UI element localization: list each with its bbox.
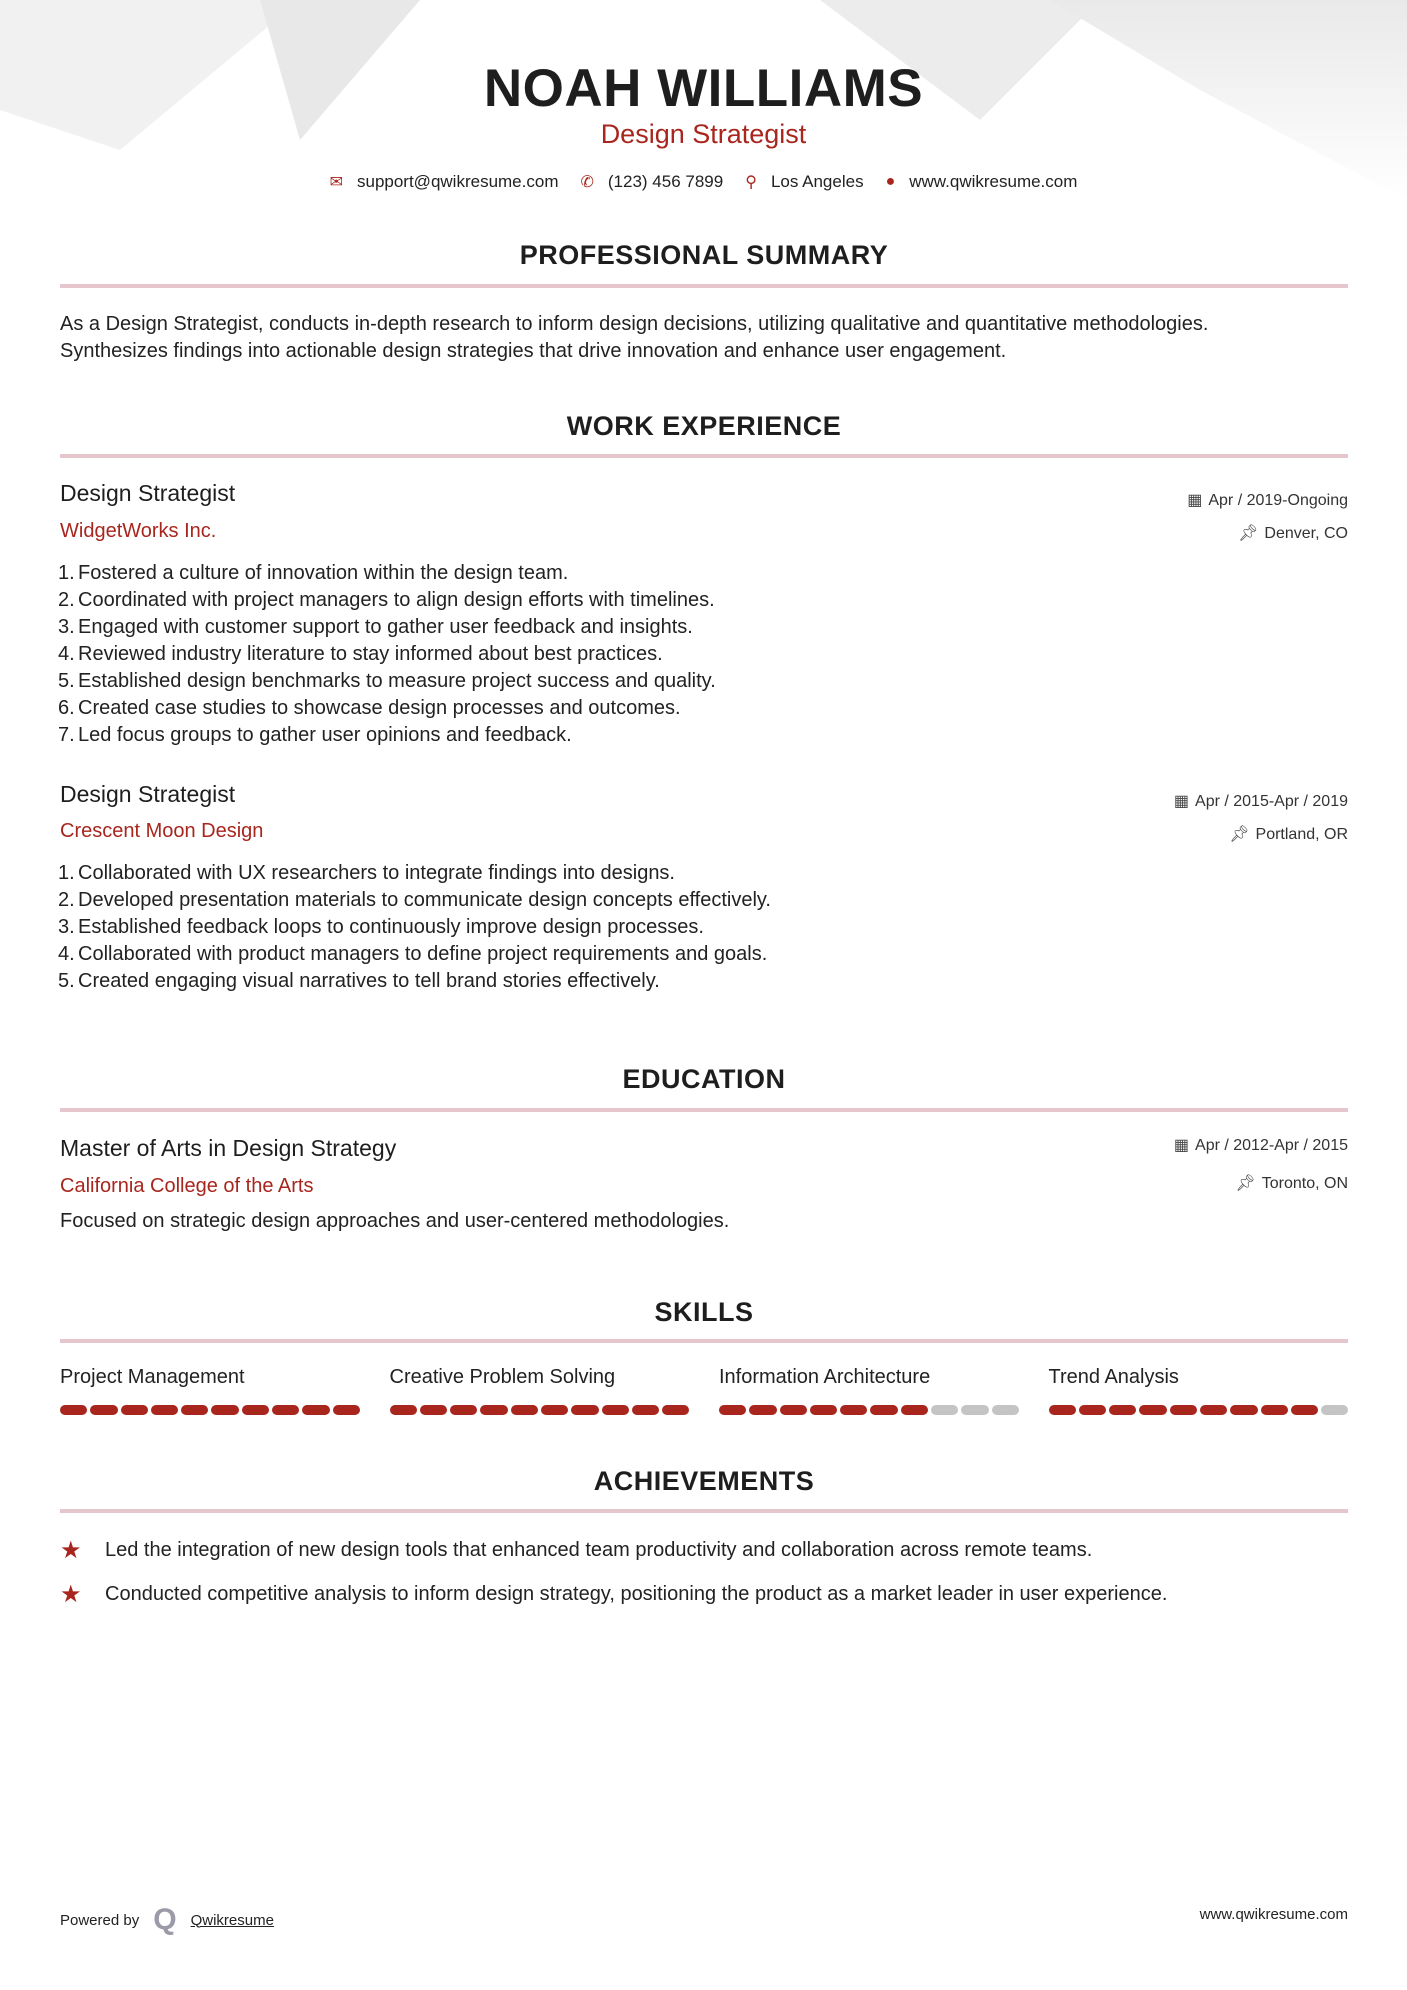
skill-level-segment <box>1139 1405 1166 1415</box>
experience-heading: WORK EXPERIENCE <box>566 411 842 441</box>
duty-item: 2. Developed presentation materials to communicate design concepts effectively. <box>58 889 771 911</box>
star-icon: ★ <box>60 1581 82 1608</box>
skill-level-bar <box>1049 1405 1349 1415</box>
skill-level-segment <box>1170 1405 1197 1415</box>
skill-level-bar <box>390 1405 690 1415</box>
calendar-icon: ▦ <box>1187 492 1203 509</box>
skill-item <box>1049 1366 1349 1415</box>
skill-level-segment <box>60 1405 87 1415</box>
skill-name: Information Architecture <box>719 1366 931 1388</box>
globe-icon: ● <box>885 173 896 190</box>
job-dates: ▦ Apr / 2015-Apr / 2019 <box>1173 793 1348 810</box>
duty-item: 6. Created case studies to showcase design processes and outcomes. <box>58 697 681 719</box>
school: California College of the Arts <box>60 1175 314 1197</box>
skill-name: Trend Analysis <box>1048 1366 1179 1388</box>
achievement-item: ★ Conducted competitive analysis to inform design strategy, positioning the product as a market leader in user experience. <box>60 1581 1168 1608</box>
skill-level-segment <box>602 1405 629 1415</box>
duty-item: 7. Led focus groups to gather user opinions and feedback. <box>58 724 572 746</box>
divider <box>60 1339 1348 1343</box>
candidate-name: NOAH WILLIAMS <box>483 59 924 118</box>
skill-level-segment <box>749 1405 776 1415</box>
skill-item <box>719 1366 1019 1415</box>
skill-level-segment <box>450 1405 477 1415</box>
skill-level-segment <box>1109 1405 1136 1415</box>
job-duties <box>58 560 716 749</box>
skill-level-segment <box>810 1405 837 1415</box>
skill-level-segment <box>151 1405 178 1415</box>
skill-level-segment <box>870 1405 897 1415</box>
star-icon: ★ <box>60 1537 82 1564</box>
skill-level-segment <box>333 1405 360 1415</box>
skill-level-segment <box>211 1405 238 1415</box>
job-title: Design Strategist <box>60 480 236 506</box>
skill-level-segment <box>662 1405 689 1415</box>
education-description: Focused on strategic design approaches and user-centered methodologies. <box>60 1210 730 1232</box>
phone: (123) 456 7899 <box>607 172 724 191</box>
skill-level-segment <box>90 1405 117 1415</box>
job-dates: ▦ Apr / 2019-Ongoing <box>1187 492 1348 509</box>
divider <box>60 454 1348 458</box>
skill-level-segment <box>1291 1405 1318 1415</box>
achievement-item: ★ Led the integration of new design tools that enhanced team productivity and collaboration across remote teams. <box>60 1537 1093 1564</box>
brand-link[interactable]: Qwikresume <box>190 1911 274 1929</box>
divider <box>60 1108 1348 1112</box>
contact-info <box>0 172 1407 192</box>
skill-level-segment <box>901 1405 928 1415</box>
skill-level-segment <box>420 1405 447 1415</box>
skill-level-bar <box>60 1405 360 1415</box>
skill-level-segment <box>1321 1405 1348 1415</box>
job-company: Crescent Moon Design <box>60 820 264 842</box>
envelope-icon: ✉ <box>329 174 343 191</box>
skill-level-segment <box>1261 1405 1288 1415</box>
duty-item: 4. Collaborated with product managers to define project requirements and goals. <box>58 943 768 965</box>
summary-text <box>60 311 1208 365</box>
duty-item: 2. Coordinated with project managers to align design efforts with timelines. <box>58 589 715 611</box>
skill-level-segment <box>1079 1405 1106 1415</box>
skill-level-bar <box>719 1405 1019 1415</box>
skill-level-segment <box>931 1405 958 1415</box>
summary-line: As a Design Strategist, conducts in-depth research to inform design decisions, utilizing qualitative and quantitative methodologies. <box>60 313 1209 335</box>
skill-item <box>60 1366 360 1415</box>
skill-level-segment <box>961 1405 988 1415</box>
qwikresume-logo-icon: Q <box>153 1903 177 1936</box>
skill-level-segment <box>511 1405 538 1415</box>
duty-item: 4. Reviewed industry literature to stay informed about best practices. <box>58 643 663 665</box>
education-location: 📌︎ Toronto, ON <box>1235 1175 1348 1192</box>
education-dates: ▦ Apr / 2012-Apr / 2015 <box>1173 1137 1348 1154</box>
duty-item: 5. Established design benchmarks to measure project success and quality. <box>58 670 716 692</box>
duty-item: 5. Created engaging visual narratives to tell brand stories effectively. <box>58 970 660 992</box>
skill-level-segment <box>480 1405 507 1415</box>
skill-level-segment <box>719 1405 746 1415</box>
calendar-icon: ▦ <box>1173 1137 1190 1154</box>
skills-heading: SKILLS <box>654 1297 754 1327</box>
divider <box>60 1509 1348 1513</box>
summary-heading: PROFESSIONAL SUMMARY <box>519 240 889 270</box>
education-heading: EDUCATION <box>622 1064 786 1094</box>
job-location: 📌︎ Portland, OR <box>1229 826 1348 843</box>
skill-name: Project Management <box>60 1366 245 1388</box>
duty-item: 1. Collaborated with UX researchers to integrate findings into designs. <box>58 862 675 884</box>
calendar-icon: ▦ <box>1173 793 1190 810</box>
email[interactable]: support@qwikresume.com <box>356 172 559 191</box>
divider <box>60 284 1348 288</box>
duty-item: 3. Established feedback loops to continuously improve design processes. <box>58 916 704 938</box>
skill-level-segment <box>840 1405 867 1415</box>
footer-powered-by: Powered by Q Qwikresume <box>60 1903 274 1936</box>
skill-item <box>390 1366 690 1415</box>
location: Los Angeles <box>770 172 864 191</box>
phone-icon: ✆ <box>580 174 594 191</box>
skill-level-segment <box>242 1405 269 1415</box>
job-location: 📌︎ Denver, CO <box>1238 525 1348 542</box>
skill-level-segment <box>632 1405 659 1415</box>
skill-level-segment <box>181 1405 208 1415</box>
summary-line: Synthesizes findings into actionable design strategies that drive innovation and enhance user engagement. <box>60 340 1007 362</box>
achievements-heading: ACHIEVEMENTS <box>593 1466 815 1496</box>
skill-level-segment <box>571 1405 598 1415</box>
website[interactable]: www.qwikresume.com <box>909 172 1078 191</box>
job-duties <box>58 860 771 995</box>
skill-name: Creative Problem Solving <box>389 1366 616 1388</box>
job-title: Design Strategist <box>60 781 236 807</box>
duty-item: 3. Engaged with customer support to gather user feedback and insights. <box>58 616 693 638</box>
duty-item: 1. Fostered a culture of innovation within the design team. <box>58 562 569 584</box>
pin-icon: 📌︎ <box>1235 1175 1256 1192</box>
skill-level-segment <box>121 1405 148 1415</box>
skill-level-segment <box>390 1405 417 1415</box>
candidate-title: Design Strategist <box>600 119 807 149</box>
skill-level-segment <box>1200 1405 1227 1415</box>
skill-level-segment <box>1230 1405 1257 1415</box>
skill-level-segment <box>992 1405 1019 1415</box>
skill-level-segment <box>780 1405 807 1415</box>
footer-website[interactable]: www.qwikresume.com <box>1199 1906 1348 1923</box>
degree: Master of Arts in Design Strategy <box>60 1135 397 1161</box>
pin-icon: 📌︎ <box>1238 525 1259 542</box>
skill-level-segment <box>302 1405 329 1415</box>
job-company: WidgetWorks Inc. <box>60 520 217 542</box>
skill-level-segment <box>541 1405 568 1415</box>
map-pin-icon: ⚲ <box>745 174 757 191</box>
skill-level-segment <box>272 1405 299 1415</box>
pin-icon: 📌︎ <box>1229 826 1250 843</box>
skill-level-segment <box>1049 1405 1076 1415</box>
